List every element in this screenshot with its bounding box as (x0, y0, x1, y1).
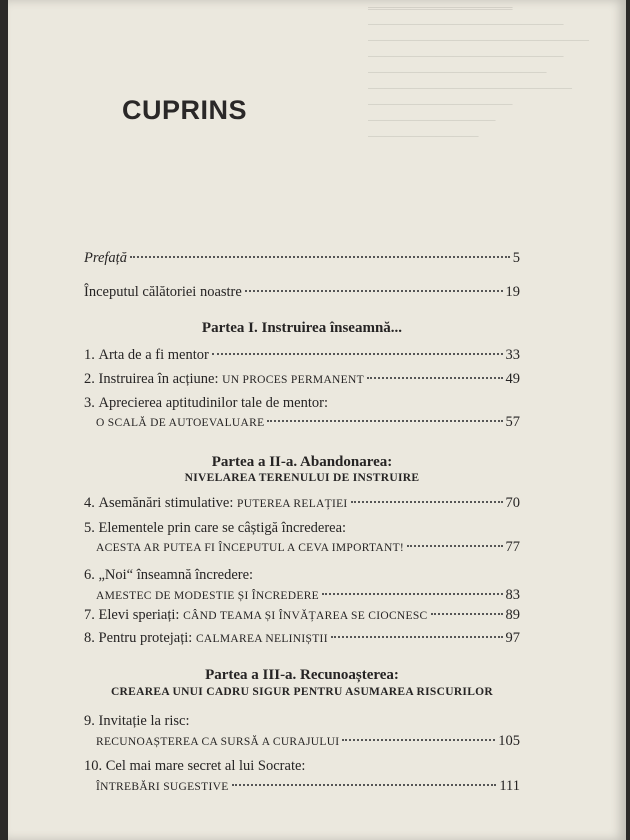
dot-leader (431, 613, 503, 615)
dot-leader (232, 784, 497, 786)
entry-subtitle: CALMAREA NELINIȘTII (195, 633, 328, 645)
entry-title: „Noi“ înseamnă încredere: (98, 567, 254, 583)
entry-subtitle: AMESTEC DE MODESTIE ȘI ÎNCREDERE (96, 590, 319, 602)
entry-title: Aprecierea aptitudinilor tale de mentor: (98, 395, 328, 411)
page-number: 19 (505, 284, 520, 300)
toc-entry[interactable] (84, 495, 520, 515)
toc-entry-line1[interactable] (84, 567, 520, 584)
toc-entry-preface[interactable] (84, 250, 520, 270)
entry-number: 2. (84, 371, 95, 387)
bleed-through-text: ═════════════════ ─────────────────────── ────────────────────────── ─────────────────────── ───────────────────── ──────────────────────── ───────────────── ─────────────── ───────────── (368, 1, 590, 143)
entry-title: Invitație la risc: (98, 713, 190, 729)
entry-subtitle: CÂND TEAMA ȘI ÎNVĂȚAREA SE CIOCNESC (183, 610, 428, 622)
page-number: 111 (499, 778, 520, 794)
page-number: 57 (505, 414, 520, 430)
entry-subtitle: PUTEREA RELAȚIEI (237, 498, 348, 510)
entry-title: Instruirea în acțiune: (98, 371, 219, 387)
entry-title: Asemănări stimulative: (98, 495, 234, 511)
entry-number: 4. (84, 495, 95, 511)
part-title: Partea I. Instruirea înseamnă... (201, 320, 403, 336)
entry-subtitle: UN PROCES PERMANENT (222, 374, 364, 386)
part-title: Partea a II-a. Abandonarea: (211, 454, 393, 470)
dot-leader (351, 501, 503, 503)
entry-title: Elementele prin care se câștigă încrederea: (98, 520, 347, 536)
entry-number: 9. (84, 713, 95, 729)
entry-number: 3. (84, 395, 95, 411)
entry-subtitle: O SCALĂ DE AUTOEVALUARE (96, 417, 265, 429)
toc-entry-line2[interactable] (96, 733, 520, 753)
toc-entry-line2[interactable] (96, 539, 520, 559)
entry-subtitle: ACESTA AR PUTEA FI ÎNCEPUTUL A CEVA IMPORTANT! (96, 542, 405, 554)
entry-number: 6. (84, 567, 95, 583)
dot-leader (407, 545, 502, 547)
entry-number: 1. (84, 347, 95, 363)
dot-leader (331, 636, 503, 638)
page-number: 97 (505, 630, 520, 646)
dot-leader (212, 353, 503, 355)
toc-entry-line2[interactable] (96, 414, 520, 434)
entry-subtitle: RECUNOAȘTEREA CA SURSĂ A CURAJULUI (96, 736, 340, 748)
entry-title: Arta de a fi mentor (98, 347, 209, 363)
page-number: 70 (505, 495, 520, 511)
entry-number: 7. (84, 607, 95, 623)
page-number: 105 (498, 733, 520, 749)
entry-subtitle: ÎNTREBĂRI SUGESTIVE (96, 781, 229, 793)
entry-number: 8. (84, 630, 95, 646)
toc-entry-line1[interactable] (84, 758, 520, 775)
book-page (8, 0, 626, 840)
toc-entry[interactable] (84, 630, 520, 650)
entry-title: Elevi speriați: (98, 607, 180, 623)
dot-leader (245, 290, 503, 292)
toc-entry[interactable] (84, 371, 520, 391)
entry-title: Cel mai mare secret al lui Socrate: (105, 758, 306, 774)
entry-title: Pentru protejați: (98, 630, 193, 646)
toc-heading: CUPRINS (122, 95, 248, 125)
dot-leader (130, 256, 510, 258)
toc-entry-line2[interactable] (96, 587, 520, 607)
toc-entry-intro[interactable] (84, 284, 520, 304)
toc-entry-line2[interactable] (96, 778, 520, 798)
entry-title: Prefață (84, 250, 127, 266)
entry-number: 5. (84, 520, 95, 536)
page-number: 49 (505, 371, 520, 387)
part-subtitle: CREAREA UNUI CADRU SIGUR PENTRU ASUMAREA RISCURILOR (110, 686, 494, 698)
entry-title: Începutul călătoriei noastre (84, 284, 242, 300)
toc-entry[interactable] (84, 347, 520, 367)
part-subtitle: NIVELAREA TERENULUI DE INSTRUIRE (184, 472, 420, 484)
part-title: Partea a III-a. Recunoașterea: (205, 667, 399, 683)
page-number: 5 (512, 250, 520, 266)
dot-leader (342, 739, 495, 741)
dot-leader (322, 593, 503, 595)
page-number: 77 (505, 539, 520, 555)
dot-leader (267, 420, 502, 422)
toc-entry[interactable] (84, 607, 520, 627)
page-number: 83 (505, 587, 520, 603)
toc-entry-line1[interactable] (84, 520, 520, 537)
dot-leader (367, 377, 503, 379)
entry-number: 10. (84, 758, 103, 774)
toc-entry-line1[interactable] (84, 395, 520, 412)
toc-entry-line1[interactable] (84, 713, 520, 730)
page-number: 89 (505, 607, 520, 623)
page-number: 33 (505, 347, 520, 363)
